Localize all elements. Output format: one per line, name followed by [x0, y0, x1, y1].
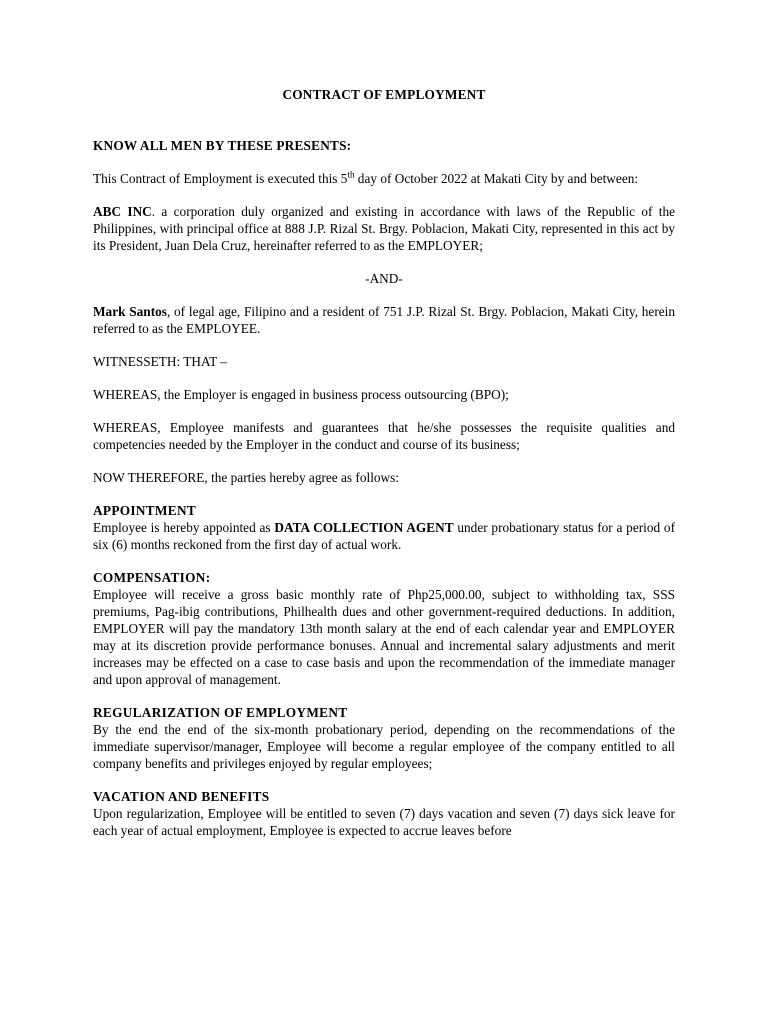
document-title: CONTRACT OF EMPLOYMENT — [282, 87, 486, 102]
whereas-clause-2: WHEREAS, Employee manifests and guarantees that he/she possesses the requisite qualities and competencies needed by the Employer in the conduct and course of its business; — [93, 420, 675, 452]
compensation-title: COMPENSATION: — [93, 570, 211, 585]
compensation-body: Employee will receive a gross basic monthly rate of Php25,000.00, subject to withholding tax, SSS premiums, Pag-ibig contributions, Philhealth dues and other government-required deductions. In addition, EMPLOYER will pay the mandatory 13th month salary at the end of each calendar year and EMPLOYER may at its discretion provide performance bonuses. Annual and incremental salary adjustments and merit increases may be effected on a case to case basis and upon the recommendation of the immediate manager and upon approval of management. — [93, 587, 675, 687]
intro-text-before: This Contract of Employment is executed this 5 — [93, 171, 348, 186]
employer-paragraph — [93, 203, 675, 254]
know-all-men-heading: KNOW ALL MEN BY THESE PRESENTS: — [93, 138, 352, 153]
employer-description: . a corporation duly organized and existing in accordance with laws of the Republic of the Philippines, with principal office at 888 J.P. Rizal St. Brgy. Poblacion, Makati City, represented in this act by its President, Juan Dela Cruz, hereinafter referred to as the EMPLOYER; — [93, 204, 675, 253]
employer-name: ABC INC — [93, 204, 152, 219]
appointment-text-before: Employee is hereby appointed as — [93, 520, 275, 535]
regularization-body: By the end the end of the six-month probationary period, depending on the recommendations of the immediate supervisor/manager, Employee will become a regular employee of the company entitled to all company benefits and privileges enjoyed by regular employees; — [93, 722, 675, 771]
employee-name: Mark Santos — [93, 304, 167, 319]
regularization-title: REGULARIZATION OF EMPLOYMENT — [93, 705, 348, 720]
vacation-body: Upon regularization, Employee will be entitled to seven (7) days vacation and seven (7) days sick leave for each year of actual employment, Employee is expected to accrue leaves before — [93, 806, 675, 838]
witnesseth-line: WITNESSETH: THAT – — [93, 354, 227, 369]
whereas-clause-1: WHEREAS, the Employer is engaged in business process outsourcing (BPO); — [93, 387, 509, 402]
contract-document — [93, 86, 675, 855]
and-separator: -AND- — [365, 271, 403, 286]
vacation-title: VACATION AND BENEFITS — [93, 789, 270, 804]
appointment-title: APPOINTMENT — [93, 503, 197, 518]
now-therefore-line: NOW THEREFORE, the parties hereby agree as follows: — [93, 470, 400, 485]
employee-description: , of legal age, Filipino and a resident of 751 J.P. Rizal St. Brgy. Poblacion, Makati City, herein referred to as the EMPLOYEE. — [93, 304, 675, 336]
intro-paragraph — [93, 170, 675, 187]
appointment-body — [93, 519, 675, 553]
intro-text-after: day of October 2022 at Makati City by and between: — [354, 171, 639, 186]
employee-paragraph — [93, 303, 675, 337]
appointment-position: DATA COLLECTION AGENT — [274, 520, 454, 535]
appointment-text-after: under probationary status for a period of six (6) months reckoned from the first day of actual work. — [93, 520, 675, 552]
intro-superscript: th — [347, 169, 355, 180]
